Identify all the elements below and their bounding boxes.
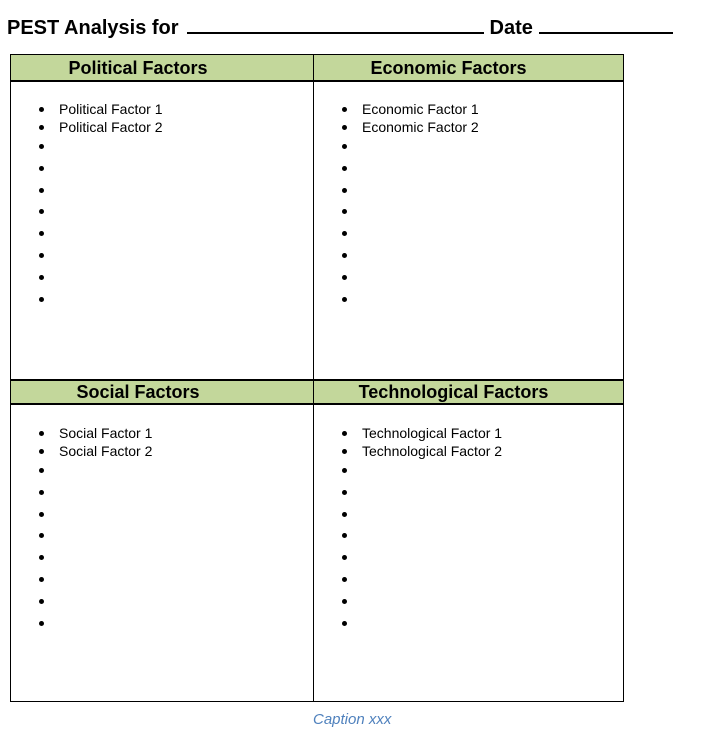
- list-item[interactable]: [39, 158, 162, 180]
- list-item[interactable]: [39, 100, 162, 118]
- list-item-text: Technological Factor 2: [362, 443, 503, 459]
- list-item[interactable]: [342, 289, 479, 311]
- bullet-icon: [39, 209, 44, 214]
- list-item[interactable]: [39, 504, 152, 526]
- bullet-icon: [342, 577, 347, 582]
- bullet-icon: [342, 125, 347, 130]
- pest-table: [10, 54, 624, 702]
- bullet-icon: [39, 599, 44, 604]
- political-heading: Political Factors: [11, 55, 313, 82]
- list-item[interactable]: [39, 547, 152, 569]
- bullet-icon: [39, 275, 44, 280]
- list-item[interactable]: [342, 442, 502, 460]
- list-item-text: Technological Factor 1: [362, 425, 503, 441]
- list-item[interactable]: [342, 180, 479, 202]
- economic-quadrant: [314, 55, 623, 379]
- bullet-icon: [342, 490, 347, 495]
- list-item[interactable]: [342, 424, 502, 442]
- date-label: Date: [489, 17, 533, 39]
- bullet-icon: [342, 297, 347, 302]
- social-quadrant: [11, 379, 314, 701]
- list-item[interactable]: [342, 100, 479, 118]
- document-title-line: [7, 12, 673, 38]
- bullet-icon: [39, 577, 44, 582]
- bullet-icon: [39, 431, 44, 436]
- list-item[interactable]: [39, 289, 162, 311]
- bullet-icon: [342, 599, 347, 604]
- list-item[interactable]: [342, 547, 502, 569]
- bullet-icon: [39, 512, 44, 517]
- bullet-icon: [342, 468, 347, 473]
- list-item[interactable]: [39, 201, 162, 223]
- list-item-text: Social Factor 1: [59, 425, 153, 441]
- list-item-text: Economic Factor 1: [362, 101, 479, 117]
- list-item[interactable]: [39, 136, 162, 158]
- list-item[interactable]: [39, 118, 162, 136]
- bullet-icon: [342, 621, 347, 626]
- economic-factor-list: [342, 100, 479, 310]
- list-item-text: Political Factor 1: [59, 101, 163, 117]
- list-item[interactable]: [342, 591, 502, 613]
- technological-heading: Technological Factors: [314, 379, 623, 405]
- bullet-icon: [342, 166, 347, 171]
- list-item[interactable]: [342, 245, 479, 267]
- list-item[interactable]: [39, 613, 152, 635]
- list-item[interactable]: [342, 504, 502, 526]
- bullet-icon: [342, 231, 347, 236]
- list-item[interactable]: [39, 267, 162, 289]
- bullet-icon: [342, 209, 347, 214]
- list-item[interactable]: [342, 460, 502, 482]
- bullet-icon: [39, 107, 44, 112]
- date-blank[interactable]: [539, 12, 673, 34]
- economic-heading: Economic Factors: [314, 55, 623, 82]
- list-item[interactable]: [39, 482, 152, 504]
- analysis-subject-blank[interactable]: [187, 12, 484, 34]
- bullet-icon: [39, 490, 44, 495]
- list-item[interactable]: [39, 223, 162, 245]
- bullet-icon: [39, 533, 44, 538]
- list-item[interactable]: [39, 180, 162, 202]
- list-item[interactable]: [342, 482, 502, 504]
- list-item[interactable]: [342, 118, 479, 136]
- list-item[interactable]: [342, 525, 502, 547]
- social-heading: Social Factors: [11, 379, 313, 405]
- list-item[interactable]: [342, 569, 502, 591]
- bullet-icon: [39, 468, 44, 473]
- list-item-text: Economic Factor 2: [362, 119, 479, 135]
- political-factor-list: [39, 100, 162, 310]
- list-item[interactable]: [342, 613, 502, 635]
- list-item[interactable]: [39, 525, 152, 547]
- bullet-icon: [39, 231, 44, 236]
- list-item[interactable]: [342, 158, 479, 180]
- bullet-icon: [342, 555, 347, 560]
- bullet-icon: [342, 253, 347, 258]
- list-item[interactable]: [39, 460, 152, 482]
- bullet-icon: [342, 533, 347, 538]
- bullet-icon: [39, 144, 44, 149]
- bullet-icon: [39, 621, 44, 626]
- bullet-icon: [39, 555, 44, 560]
- list-item[interactable]: [342, 201, 479, 223]
- political-quadrant: [11, 55, 314, 379]
- social-factor-list: [39, 424, 152, 634]
- bullet-icon: [39, 253, 44, 258]
- bullet-icon: [342, 275, 347, 280]
- bullet-icon: [39, 188, 44, 193]
- list-item-text: Political Factor 2: [59, 119, 163, 135]
- technological-quadrant: [314, 379, 623, 701]
- bullet-icon: [342, 431, 347, 436]
- bullet-icon: [39, 297, 44, 302]
- bullet-icon: [342, 107, 347, 112]
- list-item[interactable]: [342, 267, 479, 289]
- document-title: PEST Analysis for: [7, 17, 179, 39]
- list-item[interactable]: [39, 424, 152, 442]
- caption: Caption xxx: [313, 711, 392, 728]
- list-item[interactable]: [39, 442, 152, 460]
- bullet-icon: [39, 166, 44, 171]
- list-item-text: Social Factor 2: [59, 443, 153, 459]
- bullet-icon: [39, 125, 44, 130]
- list-item[interactable]: [39, 569, 152, 591]
- bullet-icon: [342, 512, 347, 517]
- list-item[interactable]: [39, 245, 162, 267]
- bullet-icon: [39, 449, 44, 454]
- technological-factor-list: [342, 424, 502, 634]
- list-item[interactable]: [342, 136, 479, 158]
- bullet-icon: [342, 144, 347, 149]
- bullet-icon: [342, 188, 347, 193]
- list-item[interactable]: [39, 591, 152, 613]
- list-item[interactable]: [342, 223, 479, 245]
- bullet-icon: [342, 449, 347, 454]
